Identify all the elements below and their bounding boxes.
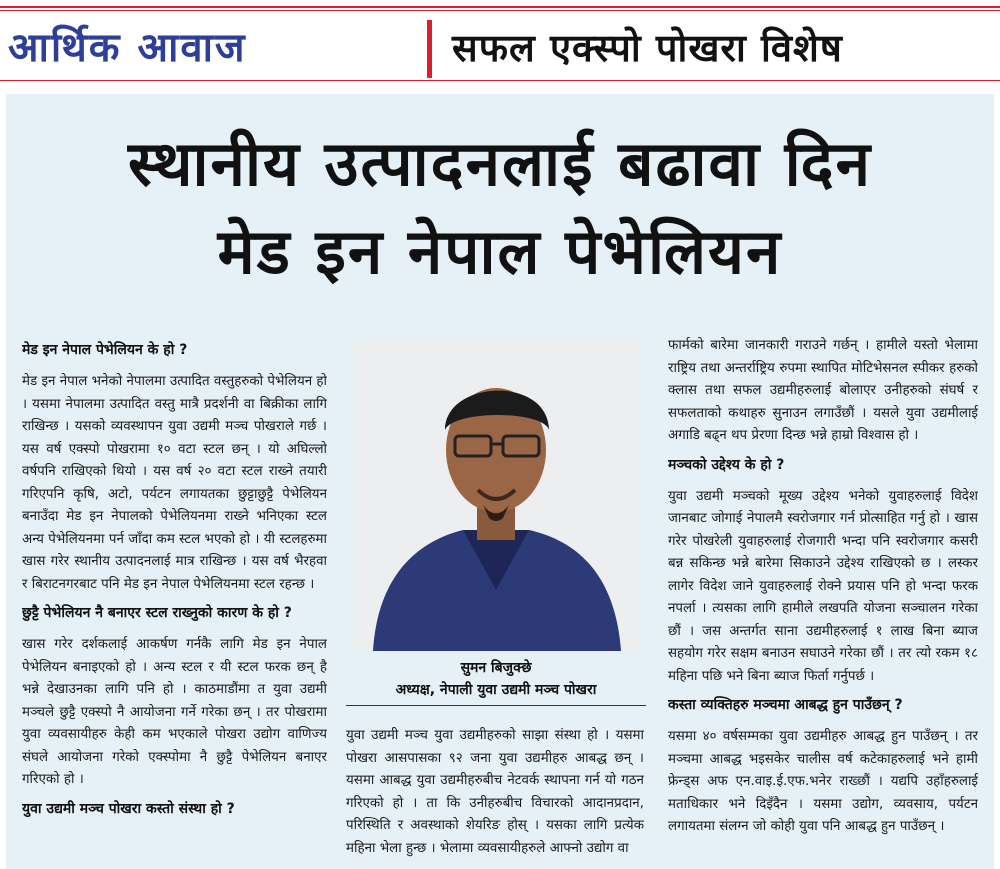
column-middle xyxy=(346,725,644,869)
answer-paragraph: युवा उद्यमी मञ्चको मूख्य उद्देश्य भनेको युवाहरुलाई विदेश जानबाट जोगाई नेपालमै स्वरोजगार गर्न प्रोत्साहित गर्नु हो । खास गरेर पोखरेली युवाहरुलाई रोजगारी भन्दा पनि स्वरोजगार कसरी बन्न सकिन्छ भन्ने बारेमा सिकाउने उद्देश्य राखिएको छ । लस्कर लागेर विदेश जाने युवाहरुलाई रोक्ने प्रयास पनि हो भन्दा फरक नपर्ला । त्यसका लागि हामीले लखपति योजना सञ्चालन गरेका छौं । जस अन्तर्गत साना उद्यमीहरुलाई १ लाख बिना ब्याज सहयोग गरेर सक्षम बनाउन सघाउने गरेका छौं । तर त्यो रकम १८ महिना पछि भने बिना ब्याज फिर्ता गर्नुपर्छ । xyxy=(668,488,978,684)
column-left xyxy=(22,335,327,869)
section-title: सफल एक्स्पो पोखरा विशेष xyxy=(452,26,843,70)
question-heading: कस्ता व्यक्तिहरु मञ्चमा आबद्ध हुन पाउँछन् ? xyxy=(668,697,903,713)
caption-rule xyxy=(346,705,646,706)
caption-title: अध्यक्ष, नेपाली युवा उद्यमी मञ्च पोखरा xyxy=(395,682,597,698)
photo-caption xyxy=(346,657,646,701)
column-right xyxy=(668,335,978,869)
answer-paragraph: यसमा ४० वर्षसम्मका युवा उद्यमीहरु आबद्ध हुन पाउँछन् । तर मञ्चमा आबद्ध भइसकेर चालीस वर्ष कटेकाहरुलाई भने हामी फ्रेन्ड्स अफ एन.वाइ.ई.एफ.भनेर राख्छौं । यद्यपि उहाँहरुलाई मताधिकार भने दिइँदैन । यसमा उद्योग, व्यवसाय, पर्यटन लगायतमा संलग्न जो कोही युवा पनि आबद्ध हुन पाउँछन् । xyxy=(668,729,978,834)
answer-paragraph: युवा उद्यमी मञ्च युवा उद्यमीहरुको साझा संस्था हो । यसमा पोखरा आसपासका ९२ जना युवा उद्यमीहरु आबद्ध छन् । यसमा आबद्ध युवा उद्यमीहरुबीच नेटवर्क स्थापना गर्न यो गठन गरिएको हो । ता कि उनीहरुबीच विचारको आदानप्रदान, परिस्थिति र अवस्थाको शेयरिङ होस् । यसका लागि प्रत्येक महिना भेला हुन्छ । भेलामा व्यवसायीहरुले आफ्नो उद्योग वा xyxy=(346,728,644,856)
question-heading: छुट्टै पेभेलियन नै बनाएर स्टल राख्नुको कारण के हो ? xyxy=(22,605,292,621)
headline-line-2: मेड इन नेपाल पेभेलियन xyxy=(217,215,783,288)
answer-paragraph: मेड इन नेपाल भनेको नेपालमा उत्पादित वस्तुहरुको पेभेलियन हो । यसमा नेपालमा उत्पादित वस्तु मात्रै प्रदर्शनी वा बिक्रीका लागि राखिन्छ । यसको व्यवस्थापन युवा उद्यमी मञ्च पोखराले गर्छ । यस वर्ष एक्स्पो पोखरामा १० वटा स्टल छन् । यो अघिल्लो वर्षपनि राखिएको थियो । यस वर्ष २० वटा स्टल राख्ने तयारी गरिएपनि कृषि, अटो, पर्यटन लगायतका छुट्टाछुट्टै पेभेलियन बनाउँदा मेड इन नेपालको पेभेलियनमा राख्ने भनिएका स्टल अन्य पेभेलियनमा पर्न जाँदा कम स्टल भएको हो । यी स्टलहरुमा खास गरेर स्थानीय उत्पादनलाई मात्र राखिन्छ । यस वर्ष भैरहवा र बिराटनगरबाट पनि मेड इन नेपाल पेभेलियनमा स्टल रहन्छ । xyxy=(22,374,327,592)
bottom-rule xyxy=(0,80,1000,81)
header-divider xyxy=(427,20,432,78)
question-heading: मेड इन नेपाल पेभेलियन के हो ? xyxy=(22,342,188,358)
caption-name: सुमन बिजुक्छे xyxy=(460,660,532,676)
answer-paragraph: खास गरेर दर्शकलाई आकर्षण गर्नकै लागि मेड इन नेपाल पेभेलियन बनाइएको हो । अन्य स्टल र यी स्टल फरक छन् है भन्ने देखाउनका लागि पनि हो । काठमाडौंमा त युवा उद्यमी मञ्चले छुट्टै एक्स्पो नै आयोजना गर्ने गरेका छन् । तर पोखरामा युवा व्यवसायीहरु केही कम भएकाले पोखरा उद्योग वाणिज्य संघले आयोजना गरेको एक्स्पोमा नै छुट्टै पेभेलियन बनाएर गरिएको हो । xyxy=(22,637,327,787)
headline-line-1: स्थानीय उत्पादनलाई बढावा दिन xyxy=(127,127,873,200)
answer-paragraph: फार्मको बारेमा जानकारी गराउने गर्छन् । हामीले यस्तो भेलामा राष्ट्रिय तथा अन्तर्राष्ट्रिय रुपमा स्थापित मोटिभेसनल स्पीकर हरुको क्लास तथा सफल उद्यमीहरुलाई बोलाएर उनीहरुको संघर्ष र सफलताको कथाहरु सुनाउन लगाउँछौं । यसले युवा उद्यमीलाई अगाडि बढ्न थप प्रेरणा दिन्छ भन्ने हाम्रो विश्वास हो । xyxy=(668,338,978,443)
top-rule-2 xyxy=(0,10,1000,11)
question-heading: युवा उद्यमी मञ्च पोखरा कस्तो संस्था हो ? xyxy=(22,800,235,817)
top-rule xyxy=(0,6,1000,8)
brand-logo: आर्थिक आवाज xyxy=(8,25,247,71)
masthead xyxy=(0,14,1000,76)
man-portrait-icon xyxy=(353,340,639,651)
portrait-photo xyxy=(353,340,639,651)
question-heading: मञ्चको उद्देश्य के हो ? xyxy=(668,456,785,473)
